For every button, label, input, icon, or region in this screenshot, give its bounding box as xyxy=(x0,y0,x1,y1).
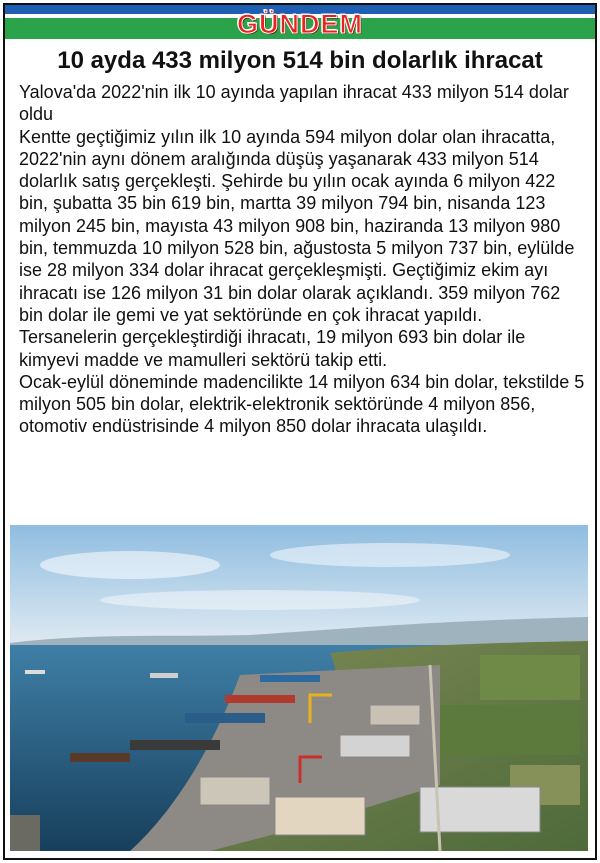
ship xyxy=(185,713,265,723)
factory-building xyxy=(370,705,420,725)
cloud xyxy=(100,590,420,610)
ship xyxy=(225,695,295,703)
section-label: GÜNDEM xyxy=(237,9,363,39)
field xyxy=(440,705,580,755)
article-lead: Yalova'da 2022'nin ilk 10 ayında yapılan ihracat 433 milyon 514 dolar oldu xyxy=(19,82,569,125)
ship xyxy=(130,740,220,750)
article-paragraph: Tersanelerin gerçekleştirdiği ihracatı, 19 milyon 693 bin dolar ile kimyevi madde ve mamulleri sektörü takip etti. xyxy=(19,327,526,370)
factory-building xyxy=(275,797,365,835)
ship xyxy=(25,670,45,674)
article-headline: 10 ayda 433 milyon 514 bin dolarlık ihracat xyxy=(57,47,543,74)
article-paragraph: Kentte geçtiğimiz yılın ilk 10 ayında 594 milyon dolar olan ihracatta, 2022'nin aynı dönem aralığında düşüş yaşanarak 433 milyon 514 dolarlık satış gerçekleşti. Şehirde bu yılın ocak ayında 6 milyon 422 bin, şubatta 35 bin 619 bin, martta 39 milyon 794 bin, nisanda 123 milyon 245 bin, mayısta 43 milyon 908 bin, haziranda 13 milyon 980 bin, temmuzda 10 milyon 528 bin, ağustosta 5 milyon 737 bin, eylülde ise 28 milyon 334 dolar ihracat gerçekleşmişti. Geçtiğimiz ekim ayı ihracatı ise 126 milyon 31 bin dolar olarak açıklandı. 359 milyon 762 bin dolar ile gemi ve yat sektöründe en çok ihracat yapıldı. xyxy=(19,126,575,325)
factory-building xyxy=(200,777,270,805)
cloud xyxy=(40,551,220,579)
article-frame xyxy=(3,3,597,860)
cloud xyxy=(270,543,510,567)
shipyard-photo-illustration xyxy=(10,525,588,851)
pier xyxy=(10,815,40,851)
factory-building xyxy=(340,735,410,757)
article-paragraph: Ocak-eylül döneminde madencilikte 14 milyon 634 bin dolar, tekstilde 5 milyon 505 bin dolar, elektrik-elektronik sektöründe 4 milyon 856, otomotiv endüstrisinde 4 milyon 850 dolar ihracata ulaşıldı. xyxy=(19,371,585,437)
ship xyxy=(150,673,178,678)
ship xyxy=(70,753,130,762)
article-body xyxy=(19,81,587,438)
shipyard-aerial-photo xyxy=(10,525,588,851)
field xyxy=(480,655,580,700)
banner-stripe xyxy=(5,39,595,43)
ship xyxy=(260,675,320,682)
